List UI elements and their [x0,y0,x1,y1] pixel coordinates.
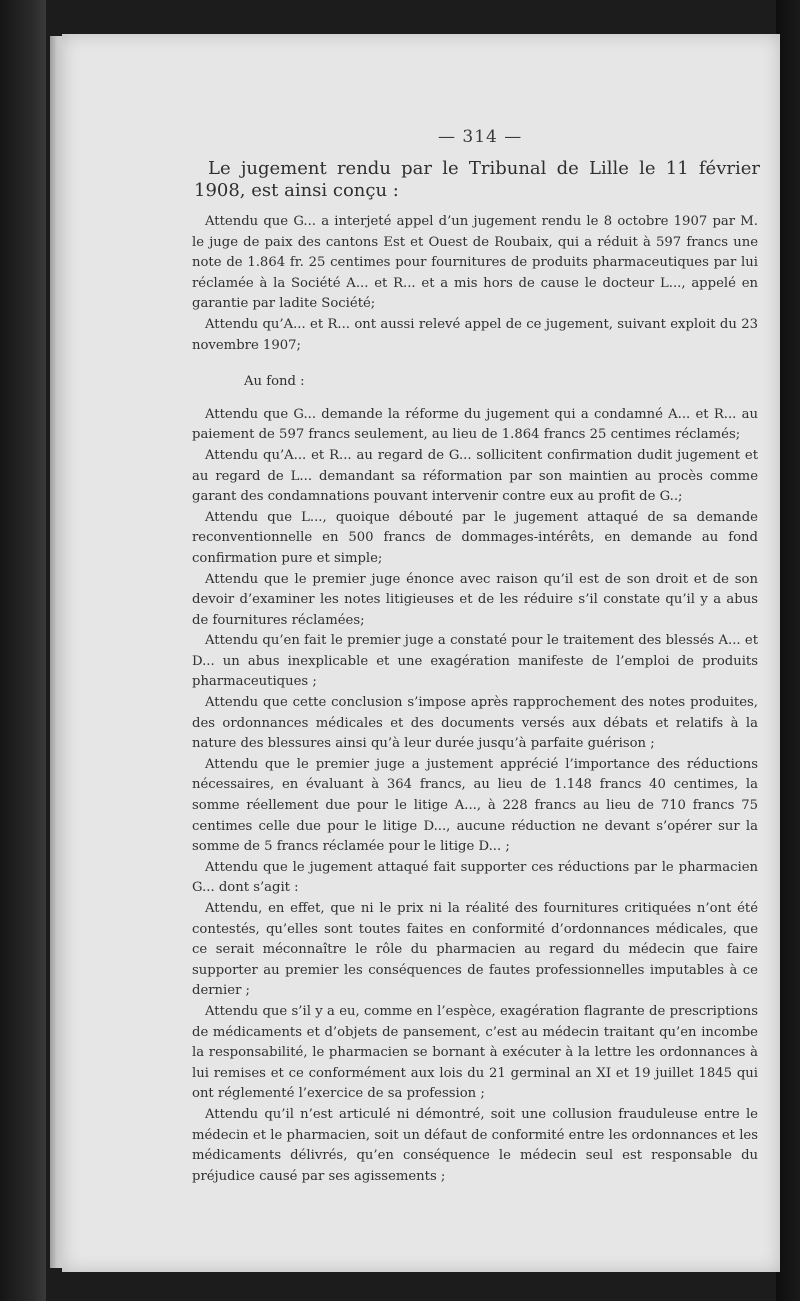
paragraph-1: Attendu que G... a interjeté appel d’un jugement rendu le 8 octobre 1907 par M. le juge de paix des cantons Est et Ouest de Roubaix, qui a réduit à 597 francs une note de 1.864 fr. 25 centimes pour fournitures de produits pharmaceutiques par lui réclamée à la Société A... et R... et a mis hors de cause le docteur L..., appelé en garantie par ladite Société; [192,214,758,312]
scan-left-border [0,0,46,1301]
paragraph-10: Attendu que le jugement attaqué fait supporter ces réductions par le pharmacien G... dont s’agit : [192,859,758,896]
paragraph-4: Attendu qu’A... et R... au regard de G... sollicitent confirmation dudit jugement et au regard de L... demandant sa réformation par son maintien au procès comme garant des condamnations pouvant intervenir contre eux au profit de G..; [192,447,758,505]
paragraph-3: Attendu que G... demande la réforme du jugement qui a condamné A... et R... au paiement de 597 francs seulement, au lieu de 1.864 francs 25 centimes réclamés; [192,406,758,443]
section-heading-au-fond: Au fond : [244,374,305,390]
paragraph-2: Attendu qu’A... et R... ont aussi relevé appel de ce jugement, suivant exploit du 23 novembre 1907; [192,316,758,353]
judgment-body [192,212,758,1187]
paragraph-5: Attendu que L..., quoique débouté par le jugement attaqué de sa demande reconventionnelle en 500 francs de dommages-intérêts, en demande au fond confirmation pure et simple; [192,509,758,566]
paragraph-8: Attendu que cette conclusion s’impose après rapprochement des notes produites, des ordonnances médicales et des documents versés aux débats et relatifs à la nature des blessures ainsi qu’à leur durée jusqu’à parfaite guérison ; [192,695,758,752]
paragraph-9: Attendu que le premier juge a justement apprécié l’importance des réductions nécessaires, en évaluant à 364 francs, au lieu de 1.148 francs 40 centimes, la somme réellement due pour le litige A..., à 228 francs au lieu de 710 francs 75 centimes celle due pour le litige D..., aucune réduction ne devant s’opérer sur la somme de 5 francs réclamée pour le litige D... ; [192,756,758,855]
paragraph-7: Attendu qu’en fait le premier juge a constaté pour le traitement des blessés A... et D... un abus inexplicable et une exagération manifeste de l’emploi de produits pharmaceutiques ; [192,633,758,690]
paragraph-12: Attendu que s’il y a eu, comme en l’espèce, exagération flagrante de prescriptions de médicaments et d’objets de pansement, c’est au médecin traitant qu’en incombe la responsabilité, le pharmacien se bornant à exécuter à la lettre les ordonnances à lui remises et ce conformément aux lois du 21 germinal an XI et 19 juillet 1845 qui ont réglementé l’exercice de sa profession ; [192,1003,758,1102]
intro-paragraph: Le jugement rendu par le Tribunal de Lille le 11 février 1908, est ainsi conçu : [194,158,760,201]
paragraph-6: Attendu que le premier juge énonce avec raison qu’il est de son droit et de son devoir d’examiner les notes litigieuses et de les réduire s’il constate qu’il y a abus de fournitures réclamées; [192,571,758,628]
paragraph-11: Attendu, en effet, que ni le prix ni la réalité des fournitures critiquées n’ont été contestés, qu’elles sont toutes faites en conformité d’ordonnances médicales, que ce serait méconnaître le rôle du pharmacien au regard du médecin que faire supporter au premier les conséquences de fautes professionnelles imputables à ce dernier ; [192,901,758,999]
paragraph-13: Attendu qu’il n’est articulé ni démontré, soit une collusion frauduleuse entre le médecin et le pharmacien, soit un défaut de conformité entre les ordonnances et les médicaments délivrés, qu’en conséquence le médecin seul est responsable du préjudice causé par ses agissements ; [192,1106,758,1184]
page-number: — 314 — [438,127,523,147]
